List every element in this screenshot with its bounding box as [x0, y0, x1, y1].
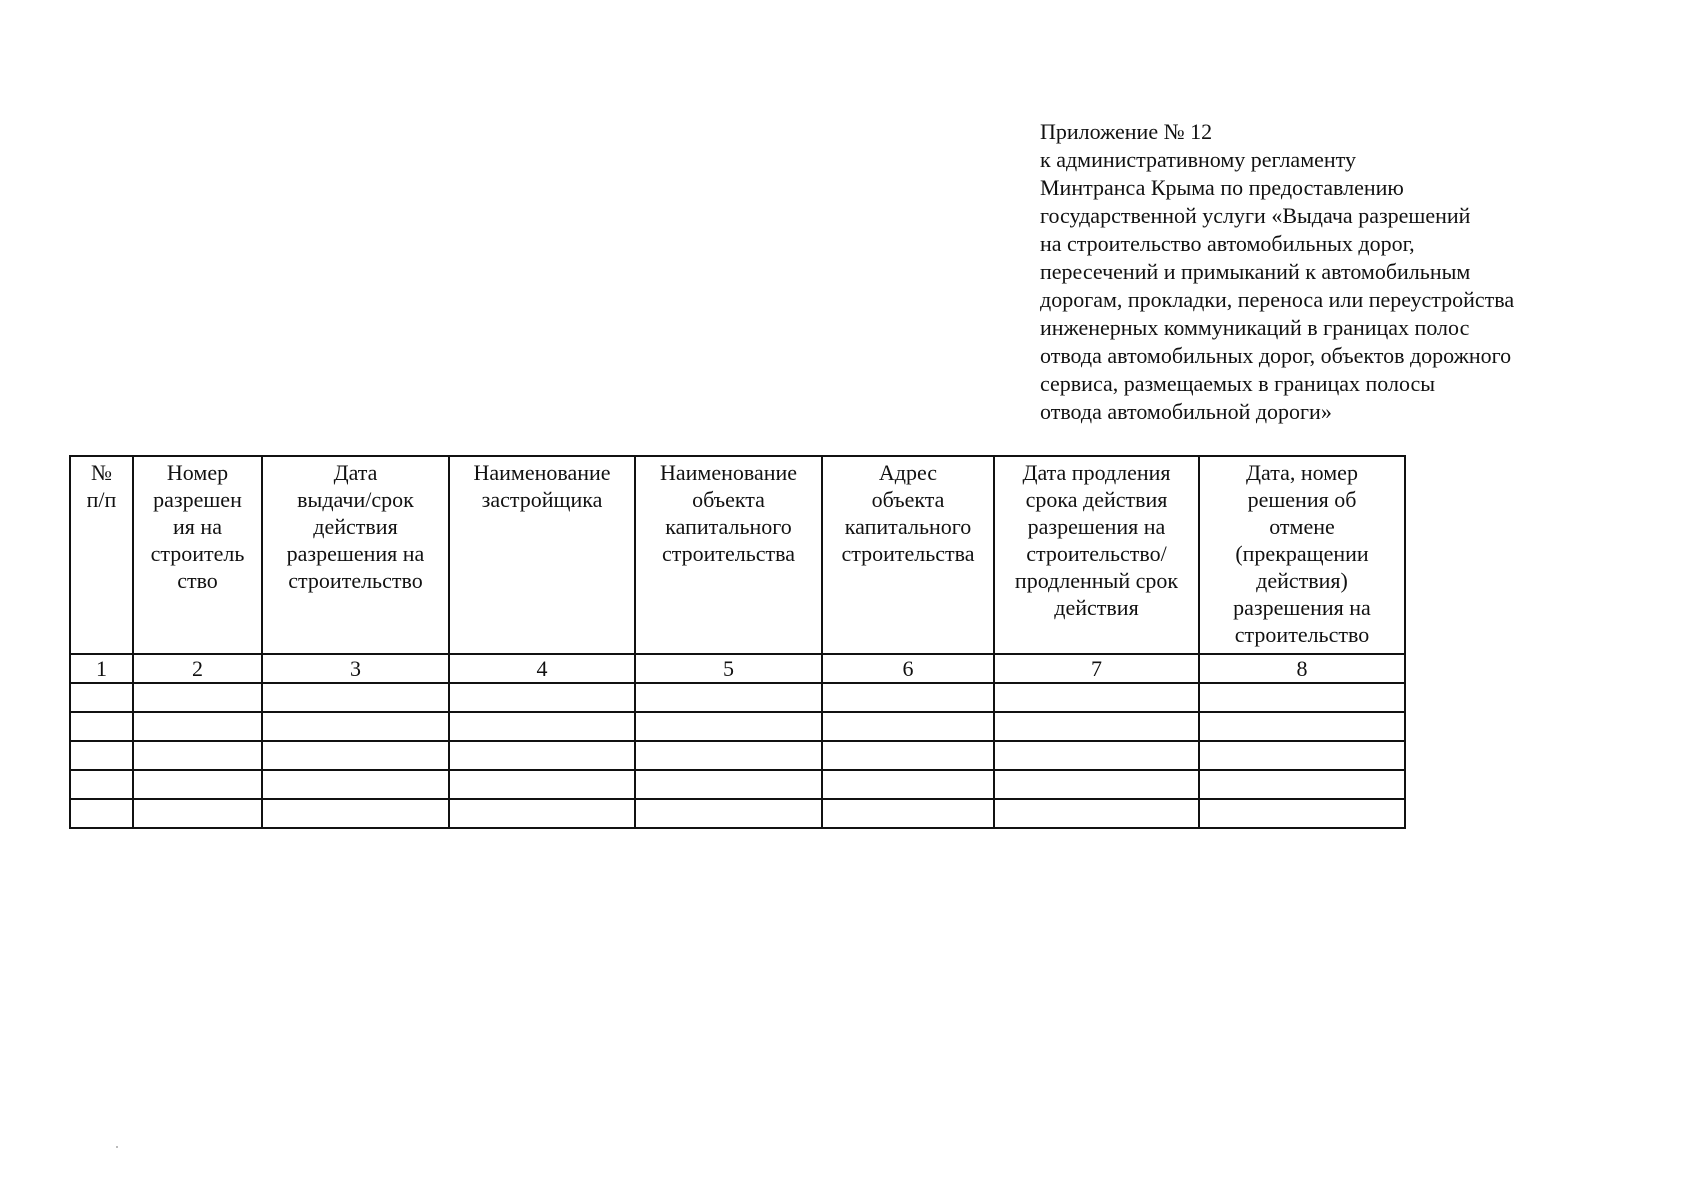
table-cell — [994, 741, 1199, 770]
table-cell — [262, 799, 449, 828]
column-number-cell: 5 — [635, 654, 822, 683]
appendix-line: Приложение № 12 — [1040, 119, 1213, 144]
table-cell — [822, 712, 994, 741]
table-cell — [70, 712, 133, 741]
table-cell — [822, 741, 994, 770]
permits-registry-table — [69, 455, 1406, 829]
appendix-line: Минтранса Крыма по предоставлению — [1040, 175, 1404, 200]
table-cell — [994, 799, 1199, 828]
appendix-line: отвода автомобильной дороги» — [1040, 399, 1332, 424]
table-cell — [1199, 683, 1405, 712]
table-cell — [1199, 712, 1405, 741]
table-cell — [1199, 799, 1405, 828]
appendix-line: отвода автомобильных дорог, объектов дорожного — [1040, 343, 1512, 368]
table-cell — [70, 799, 133, 828]
appendix-line: на строительство автомобильных дорог, — [1040, 231, 1415, 256]
table-cell — [133, 799, 262, 828]
table-cell — [133, 741, 262, 770]
header-cell-cancellation: Дата, номер решения об отмене (прекращении действия) разрешения на строительство — [1199, 456, 1405, 654]
table-header-row — [70, 456, 1405, 654]
column-number-cell: 7 — [994, 654, 1199, 683]
appendix-caption — [1040, 118, 1660, 426]
table-cell — [822, 683, 994, 712]
table-cell — [635, 799, 822, 828]
table-cell — [262, 741, 449, 770]
appendix-line: пересечений и примыканий к автомобильным — [1040, 259, 1471, 284]
table-cell — [1199, 741, 1405, 770]
table-cell — [822, 799, 994, 828]
table-row — [70, 741, 1405, 770]
column-number-cell: 3 — [262, 654, 449, 683]
table-cell — [133, 770, 262, 799]
appendix-line: инженерных коммуникаций в границах полос — [1040, 315, 1470, 340]
column-number-row — [70, 654, 1405, 683]
table-cell — [262, 712, 449, 741]
table-cell — [822, 770, 994, 799]
column-number-cell: 4 — [449, 654, 635, 683]
header-cell-issue-date: Дата выдачи/срок действия разрешения на строительство — [262, 456, 449, 654]
table-row — [70, 770, 1405, 799]
table-cell — [70, 683, 133, 712]
appendix-line: к административному регламенту — [1040, 147, 1356, 172]
table-cell — [70, 741, 133, 770]
table-cell — [994, 683, 1199, 712]
table-cell — [1199, 770, 1405, 799]
table-cell — [262, 770, 449, 799]
table-row — [70, 683, 1405, 712]
table-cell — [449, 712, 635, 741]
table-cell — [262, 683, 449, 712]
header-cell-object-name: Наименование объекта капитального строительства — [635, 456, 822, 654]
appendix-line: государственной услуги «Выдача разрешений — [1040, 203, 1471, 228]
table-row — [70, 712, 1405, 741]
header-cell-permit-number: Номер разрешен ия на строитель ство — [133, 456, 262, 654]
table-cell — [449, 770, 635, 799]
column-number-cell: 1 — [70, 654, 133, 683]
table-cell — [133, 683, 262, 712]
column-number-cell: 2 — [133, 654, 262, 683]
table-cell — [994, 712, 1199, 741]
table-row — [70, 799, 1405, 828]
table-cell — [449, 683, 635, 712]
appendix-line: дорогам, прокладки, переноса или переустройства — [1040, 287, 1515, 312]
header-cell-object-address: Адрес объекта капитального строительства — [822, 456, 994, 654]
table-cell — [70, 770, 133, 799]
table-cell — [635, 683, 822, 712]
table-cell — [449, 741, 635, 770]
scan-speck — [116, 1146, 118, 1148]
header-cell-developer-name: Наименование застройщика — [449, 456, 635, 654]
header-cell-extension-date: Дата продления срока действия разрешения на строительство/ продленный срок действия — [994, 456, 1199, 654]
table-cell — [635, 712, 822, 741]
table-cell — [635, 770, 822, 799]
table-body — [70, 683, 1405, 828]
appendix-line: сервиса, размещаемых в границах полосы — [1040, 371, 1436, 396]
table-cell — [994, 770, 1199, 799]
table-cell — [635, 741, 822, 770]
column-number-cell: 8 — [1199, 654, 1405, 683]
header-cell-number: № п/п — [70, 456, 133, 654]
column-number-cell: 6 — [822, 654, 994, 683]
table-cell — [449, 799, 635, 828]
table-cell — [133, 712, 262, 741]
